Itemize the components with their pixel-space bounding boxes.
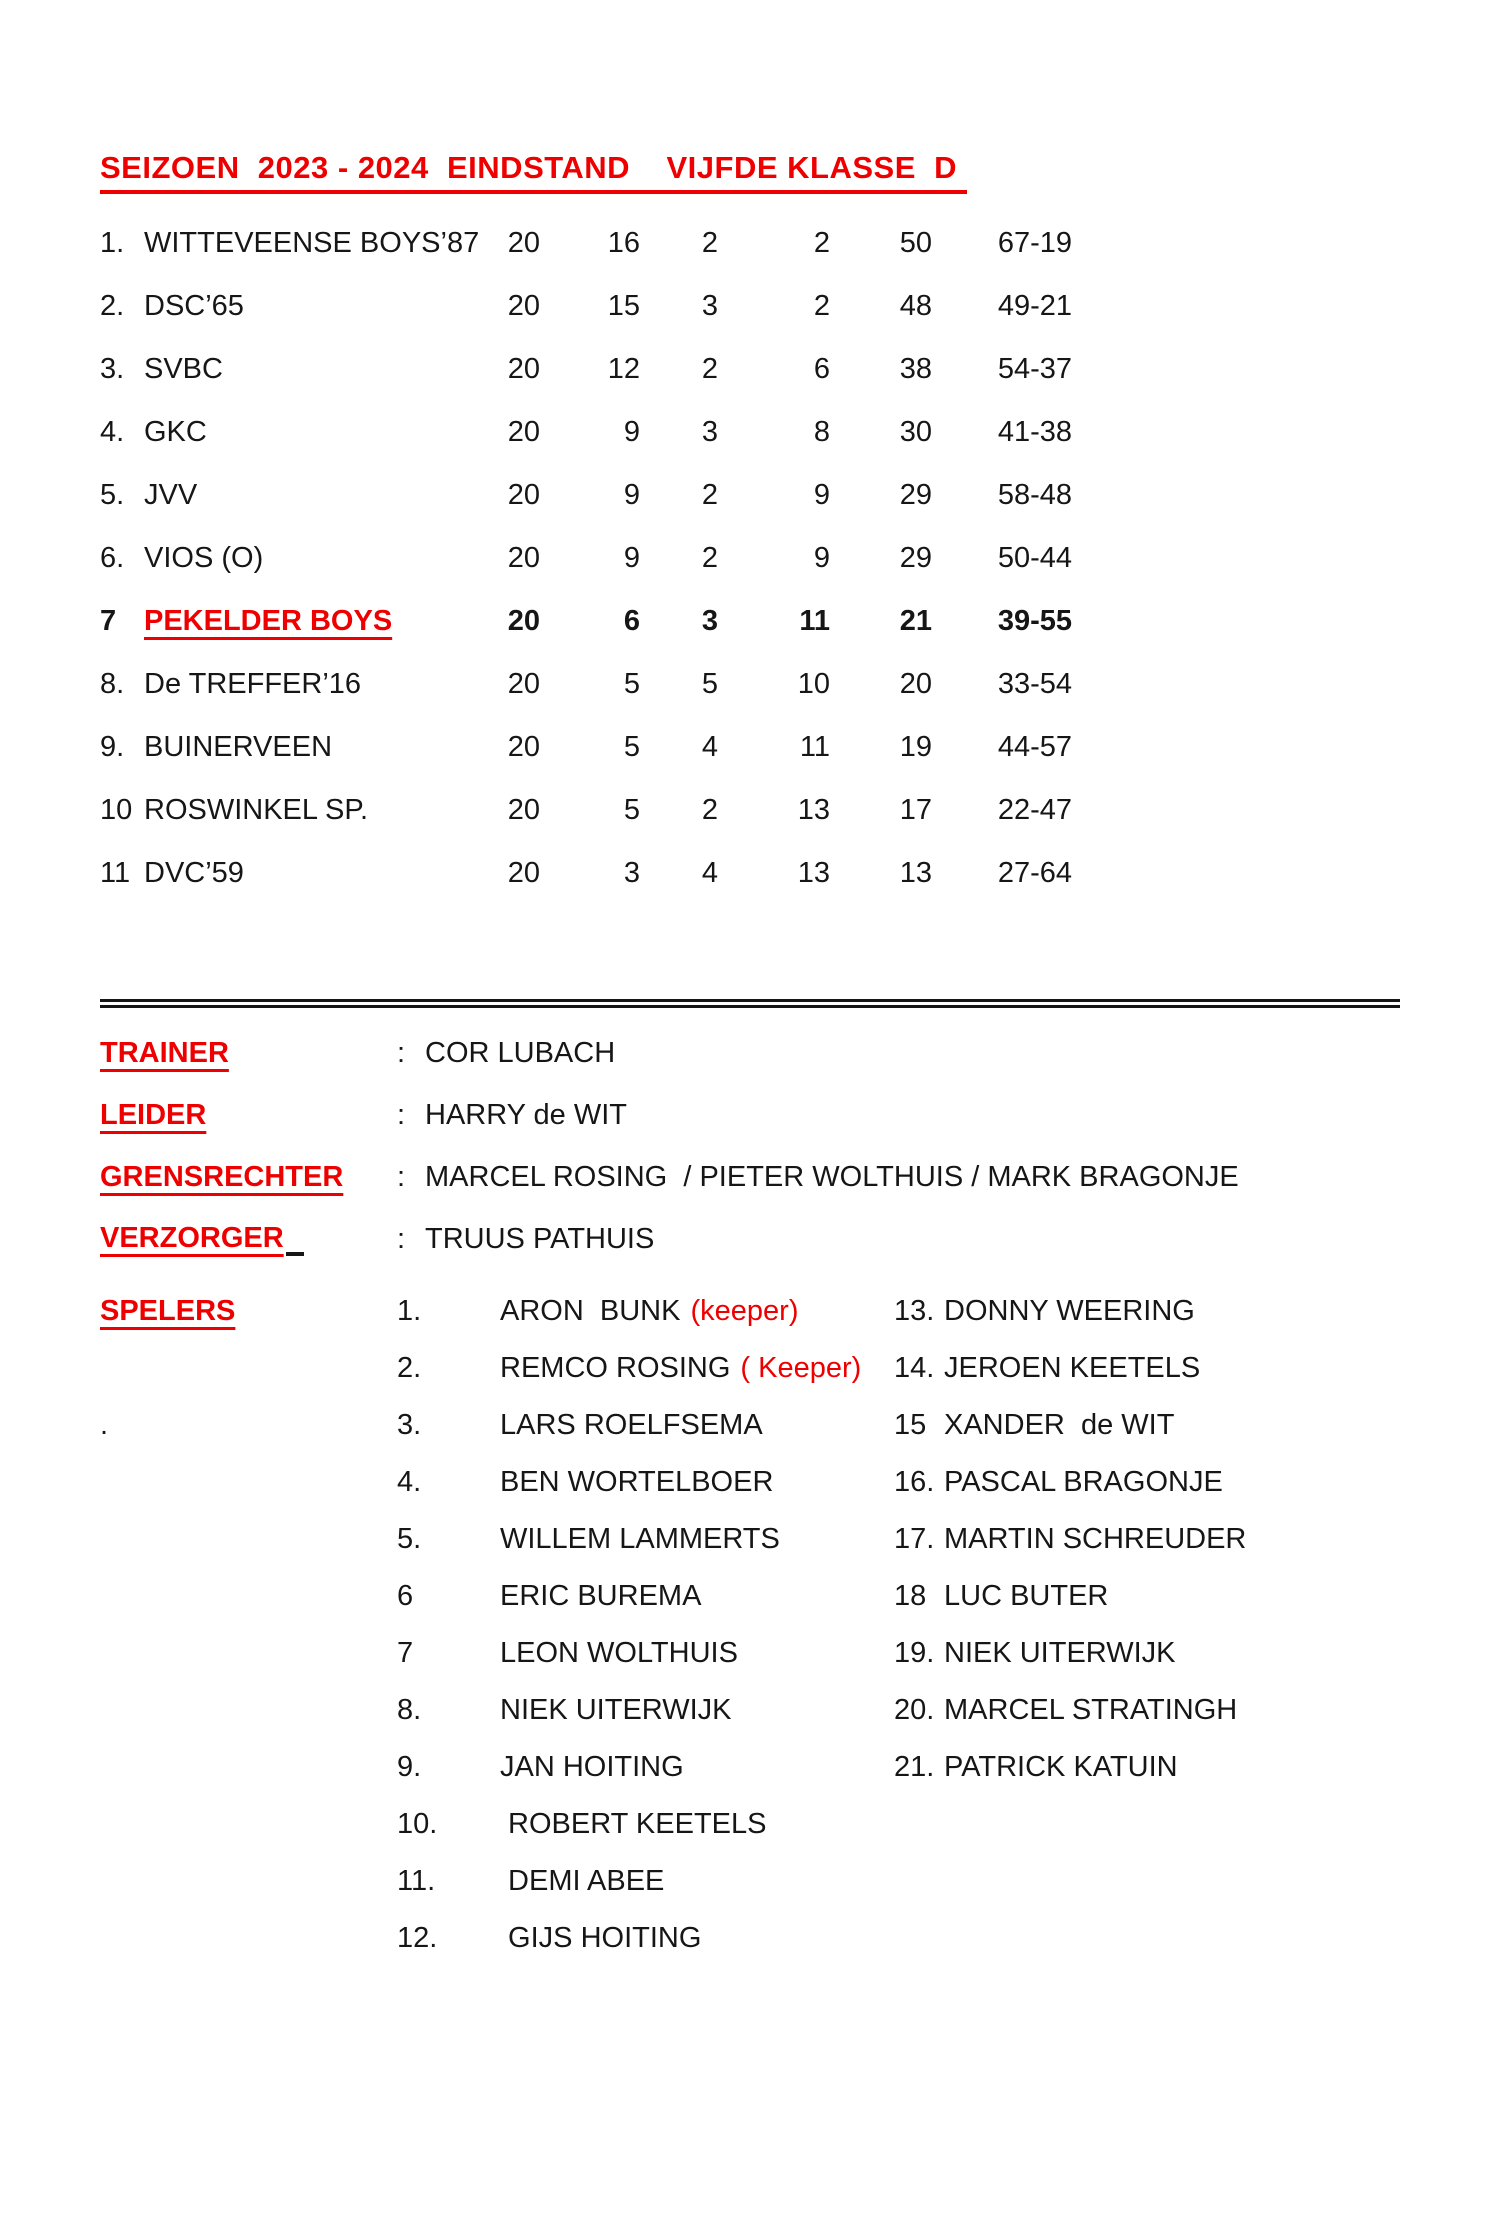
player-row <box>100 1454 1480 1511</box>
draws: 2 <box>701 542 718 574</box>
staff-label: VERZORGER <box>100 1222 284 1254</box>
player-name: WILLEM LAMMERTS <box>500 1523 780 1555</box>
player-number: 20. <box>894 1694 935 1726</box>
points: 38 <box>899 353 932 385</box>
draws: 3 <box>701 416 718 448</box>
player-name: LARS ROELFSEMA <box>500 1409 763 1441</box>
team-name: WITTEVEENSE BOYS’87 <box>144 227 480 259</box>
wins: 5 <box>623 794 640 826</box>
players-section <box>100 1283 1480 1967</box>
player-number: 8. <box>397 1694 422 1726</box>
games-played: 20 <box>507 794 540 826</box>
games-played: 20 <box>507 290 540 322</box>
player-row <box>100 1739 1480 1796</box>
player-number: 11. <box>397 1865 436 1897</box>
wins: 9 <box>623 479 640 511</box>
goal-difference: 67-19 <box>997 227 1072 259</box>
player-number: 2. <box>397 1352 422 1384</box>
team-name: GKC <box>144 416 207 448</box>
player-number: 5. <box>397 1523 422 1555</box>
double-rule-divider <box>100 999 1400 1008</box>
staff-section <box>100 1022 1400 1270</box>
games-played: 20 <box>507 857 540 889</box>
player-name: JEROEN KEETELS <box>944 1352 1201 1384</box>
black-underline-tail <box>286 1252 304 1256</box>
losses: 13 <box>797 857 830 889</box>
table-row <box>100 464 1120 527</box>
goal-difference: 54-37 <box>997 353 1072 385</box>
draws: 3 <box>701 605 718 637</box>
player-number: 10. <box>397 1808 438 1840</box>
rank: 2. <box>100 290 125 322</box>
draws: 2 <box>701 227 718 259</box>
player-row <box>100 1910 1480 1967</box>
rank: 6. <box>100 542 125 574</box>
staff-label: GRENSRECHTER <box>100 1160 344 1193</box>
table-row <box>100 527 1120 590</box>
player-number: 6 <box>397 1580 414 1612</box>
table-row <box>100 842 1120 905</box>
points: 19 <box>899 731 932 763</box>
player-number: 17. <box>894 1523 935 1555</box>
player-row <box>100 1397 1480 1454</box>
colon-separator: : <box>397 1098 406 1131</box>
wins: 9 <box>623 416 640 448</box>
games-played: 20 <box>507 227 540 259</box>
table-row <box>100 716 1120 779</box>
player-name: MARCEL STRATINGH <box>944 1694 1238 1726</box>
player-row <box>100 1568 1480 1625</box>
player-name: ROBERT KEETELS <box>500 1808 767 1840</box>
player-name: ERIC BUREMA <box>500 1580 702 1612</box>
wins: 12 <box>607 353 640 385</box>
table-row <box>100 779 1120 842</box>
player-number: 9. <box>397 1751 422 1783</box>
player-row <box>100 1682 1480 1739</box>
goal-difference: 33-54 <box>997 668 1072 700</box>
rank: 10 <box>100 794 133 826</box>
player-number: 4. <box>397 1466 422 1498</box>
losses: 6 <box>813 353 830 385</box>
draws: 4 <box>701 857 718 889</box>
staff-label: LEIDER <box>100 1098 207 1131</box>
table-row-highlighted <box>100 590 1120 653</box>
rank: 8. <box>100 668 125 700</box>
games-played: 20 <box>507 416 540 448</box>
team-name: DVC’59 <box>144 857 244 889</box>
player-number: 19. <box>894 1637 935 1669</box>
staff-value: COR LUBACH <box>425 1036 616 1069</box>
goal-difference: 58-48 <box>997 479 1072 511</box>
staff-value: HARRY de WIT <box>425 1098 627 1131</box>
team-name: SVBC <box>144 353 223 385</box>
player-name: NIEK UITERWIJK <box>500 1694 732 1726</box>
losses: 11 <box>799 731 830 763</box>
player-name: LUC BUTER <box>944 1580 1109 1612</box>
staff-label: TRAINER <box>100 1036 229 1069</box>
table-row <box>100 275 1120 338</box>
staff-value: TRUUS PATHUIS <box>425 1222 655 1255</box>
losses: 10 <box>797 668 830 700</box>
rank: 9. <box>100 731 125 763</box>
goal-difference: 22-47 <box>997 794 1072 826</box>
games-played: 20 <box>507 479 540 511</box>
player-number: 18 <box>894 1580 927 1612</box>
points: 29 <box>899 479 932 511</box>
wins: 9 <box>623 542 640 574</box>
rank: 5. <box>100 479 125 511</box>
colon-separator: : <box>397 1160 406 1193</box>
table-row <box>100 212 1120 275</box>
spelers-label: SPELERS <box>100 1295 236 1327</box>
losses: 13 <box>797 794 830 826</box>
player-number: 1. <box>397 1295 422 1327</box>
draws: 2 <box>701 353 718 385</box>
points: 48 <box>899 290 932 322</box>
player-number: 7 <box>397 1637 414 1669</box>
player-name: JAN HOITING <box>500 1751 684 1783</box>
player-number: 12. <box>397 1922 438 1954</box>
table-row <box>100 338 1120 401</box>
player-name: LEON WOLTHUIS <box>500 1637 738 1669</box>
goal-difference: 39-55 <box>997 605 1072 637</box>
wins: 3 <box>623 857 640 889</box>
team-name: De TREFFER’16 <box>144 668 362 700</box>
colon-separator: : <box>397 1036 406 1069</box>
points: 17 <box>899 794 932 826</box>
goal-difference: 49-21 <box>997 290 1072 322</box>
draws: 4 <box>701 731 718 763</box>
player-number: 14. <box>894 1352 935 1384</box>
stray-dot: . <box>100 1409 109 1441</box>
points: 30 <box>899 416 932 448</box>
points: 29 <box>899 542 932 574</box>
wins: 16 <box>607 227 640 259</box>
games-played: 20 <box>507 731 540 763</box>
player-row <box>100 1340 1480 1397</box>
staff-row-leider <box>100 1084 1400 1146</box>
losses: 2 <box>813 290 830 322</box>
table-row <box>100 653 1120 716</box>
rank: 3. <box>100 353 125 385</box>
player-name: DONNY WEERING <box>944 1295 1195 1327</box>
player-name: ARON BUNK <box>500 1295 681 1327</box>
goal-difference: 50-44 <box>997 542 1072 574</box>
draws: 5 <box>701 668 718 700</box>
losses: 9 <box>813 479 830 511</box>
player-name: GIJS HOITING <box>500 1922 702 1954</box>
player-row <box>100 1796 1480 1853</box>
wins: 15 <box>607 290 640 322</box>
standings-table <box>100 212 1120 905</box>
colon-separator: : <box>397 1222 406 1255</box>
goal-difference: 41-38 <box>997 416 1072 448</box>
staff-row-trainer <box>100 1022 1400 1084</box>
player-number: 3. <box>397 1409 422 1441</box>
losses: 2 <box>813 227 830 259</box>
rank: 4. <box>100 416 125 448</box>
draws: 3 <box>701 290 718 322</box>
points: 20 <box>899 668 932 700</box>
player-row <box>100 1283 1480 1340</box>
player-row <box>100 1511 1480 1568</box>
wins: 5 <box>623 668 640 700</box>
games-played: 20 <box>507 668 540 700</box>
player-row <box>100 1625 1480 1682</box>
player-number: 13. <box>894 1295 935 1327</box>
staff-row-grensrechter <box>100 1146 1400 1208</box>
team-name: JVV <box>144 479 198 511</box>
team-name: BUINERVEEN <box>144 731 333 763</box>
table-row <box>100 401 1120 464</box>
staff-row-verzorger <box>100 1208 1400 1270</box>
wins: 5 <box>623 731 640 763</box>
team-name: ROSWINKEL SP. <box>144 794 369 826</box>
player-name: DEMI ABEE <box>500 1865 665 1897</box>
player-name: BEN WORTELBOER <box>500 1466 774 1498</box>
player-name: PATRICK KATUIN <box>944 1751 1178 1783</box>
player-number: 21. <box>894 1751 935 1783</box>
player-name: PASCAL BRAGONJE <box>944 1466 1223 1498</box>
page-title: SEIZOEN 2023 - 2024 EINDSTAND VIJFDE KLASSE D <box>100 150 967 194</box>
team-name: DSC’65 <box>144 290 244 322</box>
team-name: VIOS (O) <box>144 542 264 574</box>
rank: 1. <box>100 227 125 259</box>
points: 13 <box>899 857 932 889</box>
player-name: NIEK UITERWIJK <box>944 1637 1176 1669</box>
games-played: 20 <box>507 542 540 574</box>
draws: 2 <box>701 794 718 826</box>
games-played: 20 <box>507 605 540 637</box>
player-row <box>100 1853 1480 1910</box>
player-name: XANDER de WIT <box>944 1409 1175 1441</box>
rank: 11 <box>100 857 131 889</box>
player-number: 15 <box>894 1409 927 1441</box>
staff-value: MARCEL ROSING / PIETER WOLTHUIS / MARK BRAGONJE <box>425 1160 1239 1193</box>
losses: 11 <box>799 605 830 637</box>
goal-difference: 27-64 <box>997 857 1072 889</box>
points: 21 <box>899 605 932 637</box>
keeper-note: ( Keeper) <box>740 1352 862 1384</box>
losses: 8 <box>813 416 830 448</box>
team-name: PEKELDER BOYS <box>144 605 393 637</box>
rank: 7 <box>100 605 117 637</box>
draws: 2 <box>701 479 718 511</box>
keeper-note: (keeper) <box>690 1295 799 1327</box>
player-name: REMCO ROSING <box>500 1352 731 1384</box>
player-name: MARTIN SCHREUDER <box>944 1523 1247 1555</box>
games-played: 20 <box>507 353 540 385</box>
wins: 6 <box>623 605 640 637</box>
goal-difference: 44-57 <box>997 731 1072 763</box>
points: 50 <box>899 227 932 259</box>
losses: 9 <box>813 542 830 574</box>
player-number: 16. <box>894 1466 935 1498</box>
